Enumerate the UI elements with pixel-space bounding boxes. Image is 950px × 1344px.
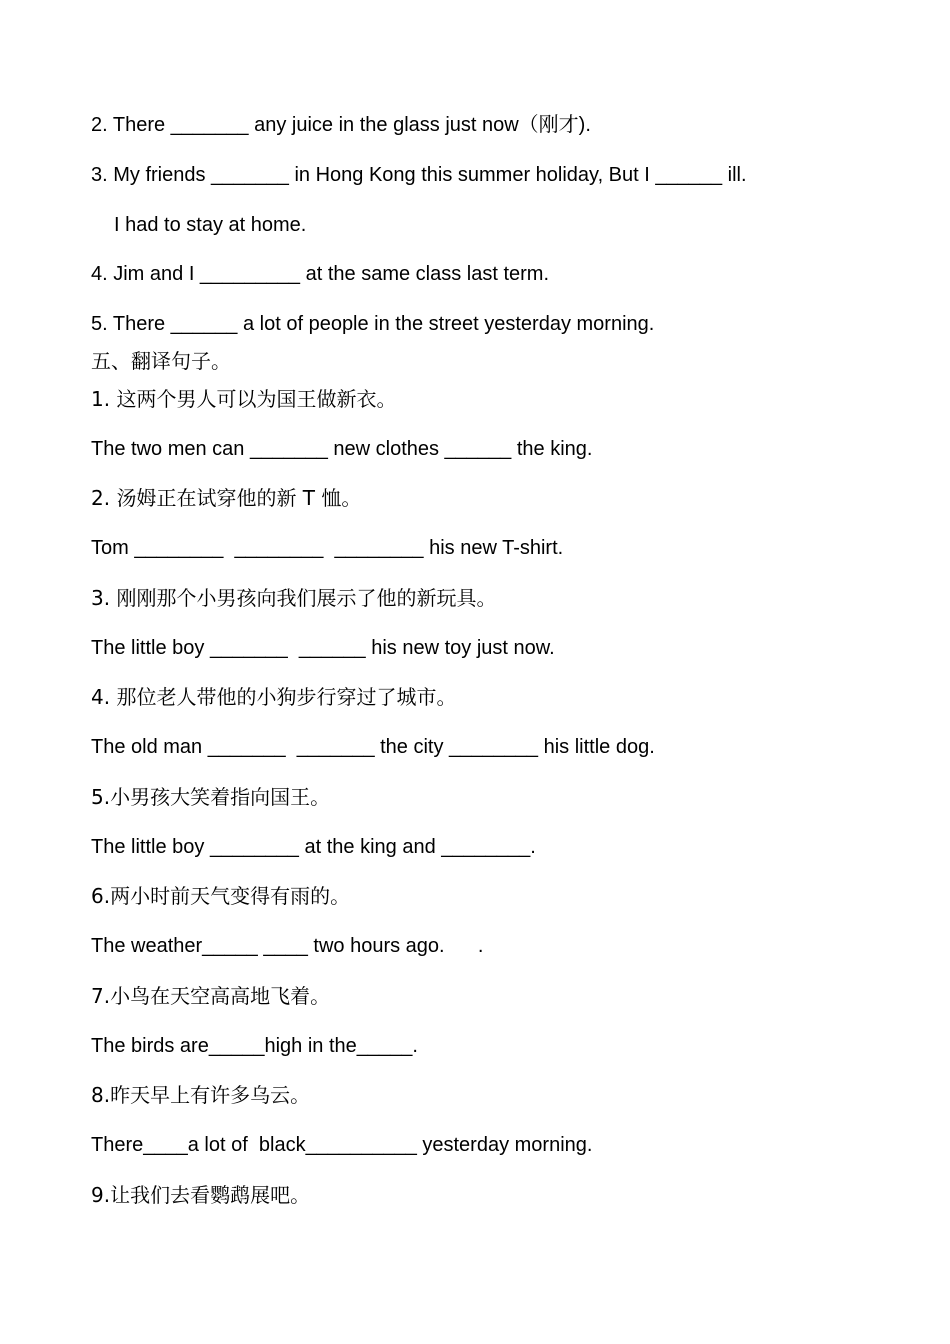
translation-prompt-9: 9.让我们去看鹦鹉展吧。 bbox=[91, 1183, 311, 1207]
translation-prompt-4: 4. 那位老人带他的小狗步行穿过了城市。 bbox=[91, 685, 457, 709]
translation-prompt-3: 3. 刚刚那个小男孩向我们展示了他的新玩具。 bbox=[91, 586, 497, 610]
translation-prompt-5: 5.小男孩大笑着指向国王。 bbox=[91, 785, 331, 809]
section-heading: 五、翻译句子。 bbox=[91, 349, 231, 373]
translation-prompt-6: 6.两小时前天气变得有雨的。 bbox=[91, 884, 351, 908]
exercise-item-5: 5. There ______ a lot of people in the street yesterday morning. bbox=[91, 313, 655, 335]
translation-answer-3: The little boy _______ ______ his new toy just now. bbox=[91, 637, 555, 659]
exercise-item-2: 2. There _______ any juice in the glass just now（刚才). bbox=[91, 114, 591, 136]
translation-answer-6: The weather_____ ____ two hours ago. . bbox=[91, 935, 484, 957]
translation-prompt-2: 2. 汤姆正在试穿他的新 T 恤。 bbox=[91, 486, 362, 510]
translation-answer-4: The old man _______ _______ the city ________ his little dog. bbox=[91, 736, 655, 758]
translation-answer-1: The two men can _______ new clothes ______ the king. bbox=[91, 438, 593, 460]
translation-prompt-8: 8.昨天早上有许多乌云。 bbox=[91, 1083, 311, 1107]
translation-answer-2: Tom ________ ________ ________ his new T-shirt. bbox=[91, 537, 564, 559]
translation-answer-8: There____a lot of black__________ yesterday morning. bbox=[91, 1134, 593, 1156]
translation-prompt-1: 1. 这两个男人可以为国王做新衣。 bbox=[91, 387, 397, 411]
exercise-item-4: 4. Jim and I _________ at the same class last term. bbox=[91, 263, 550, 285]
translation-answer-7: The birds are_____high in the_____. bbox=[91, 1035, 418, 1057]
exercise-item-3: 3. My friends _______ in Hong Kong this summer holiday, But I ______ ill. bbox=[91, 164, 747, 186]
exercise-item-3-continuation: I had to stay at home. bbox=[114, 214, 307, 236]
translation-prompt-7: 7.小鸟在天空高高地飞着。 bbox=[91, 984, 331, 1008]
translation-answer-5: The little boy ________ at the king and ________. bbox=[91, 836, 536, 858]
